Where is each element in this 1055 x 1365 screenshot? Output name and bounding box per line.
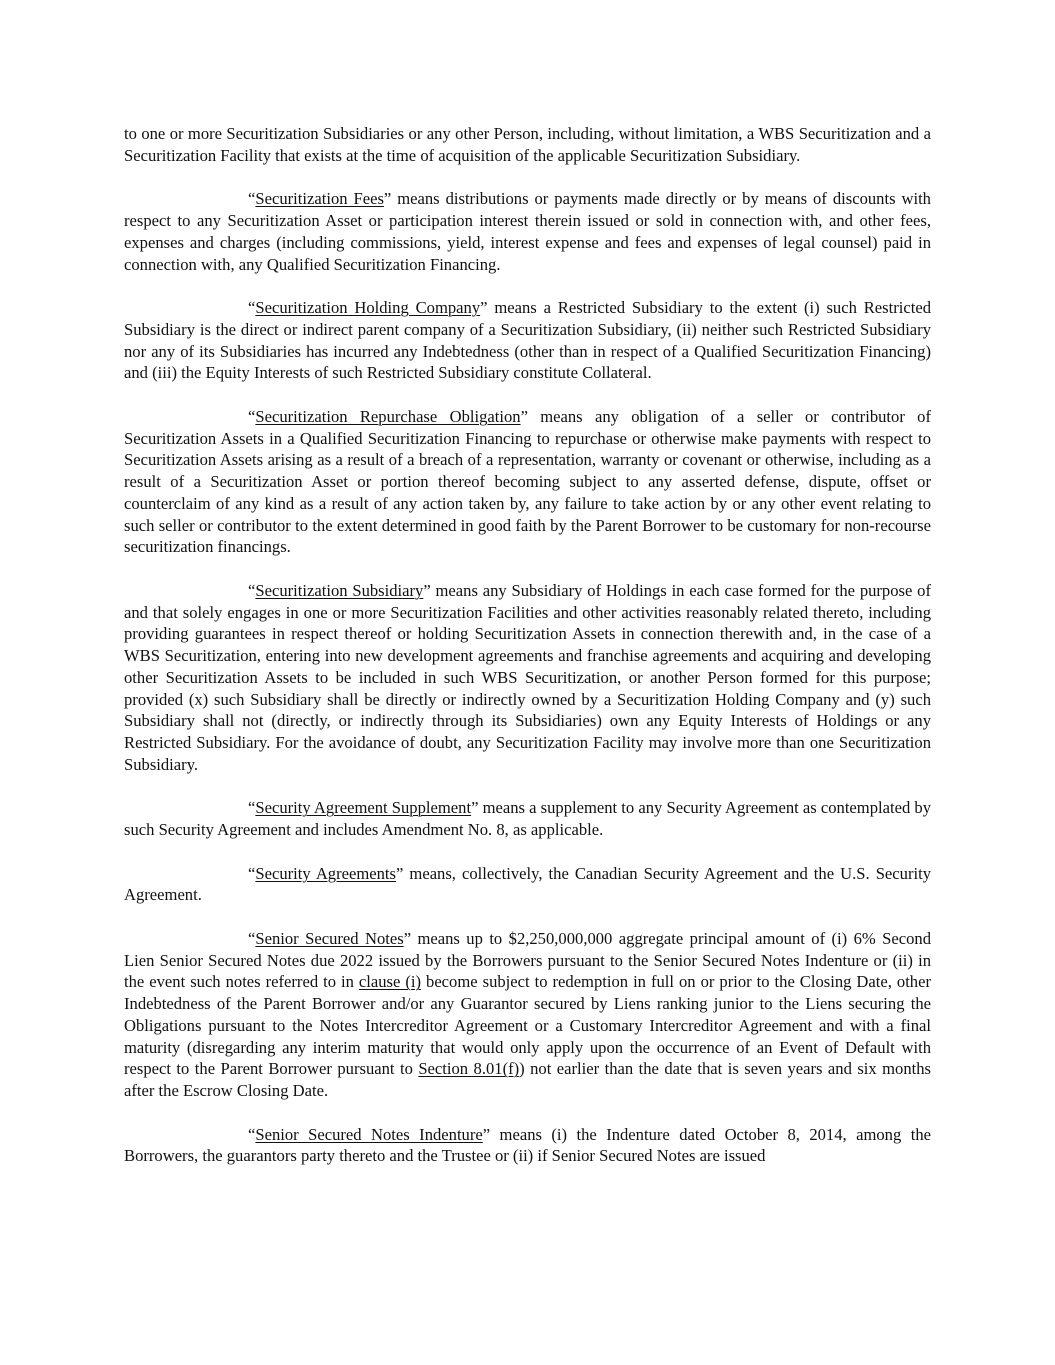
- defined-term: Securitization Subsidiary: [255, 580, 424, 600]
- text-segment: “: [248, 798, 256, 818]
- paragraph-continuation: [124, 123, 931, 167]
- definition-security-agreement-supplement: [124, 797, 931, 841]
- clause-reference: clause (i): [358, 972, 422, 992]
- text-segment: “: [248, 189, 256, 209]
- definition-securitization-subsidiary: [124, 580, 931, 776]
- definition-securitization-fees: [124, 188, 931, 275]
- text-segment: ” means (i) the Indenture dated October 8, 2014, among the Borrowers, the guarantors party thereto and the Trustee or (ii) if Senior Secured Notes are issued: [124, 1124, 931, 1166]
- defined-term: Senior Secured Notes Indenture: [255, 1124, 483, 1144]
- text-segment: “: [248, 928, 256, 948]
- text-segment: to one or more Securitization Subsidiaries or any other Person, including, without limitation, a WBS Securitization and a Securitization Facility that exists at the time of acquisition of the applicable Securitization Subsidiary.: [124, 124, 931, 165]
- text-segment: ” means a Restricted Subsidiary to the extent (i) such Restricted Subsidiary is the direct or indirect parent company of a Securitization Subsidiary, (ii) neither such Restricted Subsidiary nor any of its Subsidiaries has incurred any Indebtedness (other than in respect of a Qualified Securitization Financing) and (iii) the Equity Interests of such Restricted Subsidiary constitute Collateral.: [124, 298, 931, 383]
- text-segment: “: [248, 863, 256, 883]
- definition-security-agreements: [124, 863, 931, 907]
- definition-securitization-holding-company: [124, 297, 931, 384]
- defined-term: Security Agreements: [255, 863, 396, 883]
- text-segment: “: [248, 580, 256, 600]
- text-segment: ) not earlier than the date that is seven years and six months after the Escrow Closing Date.: [124, 1059, 931, 1100]
- defined-term: Securitization Holding Company: [255, 298, 481, 317]
- defined-term: Securitization Repurchase Obligation: [255, 406, 521, 426]
- text-segment: ” means any obligation of a seller or contributor of Securitization Assets in a Qualified Securitization Financing to repurchase or otherwise make payments with respect to Securitization Assets arising as a result of a breach of a representation, warranty or covenant or otherwise, including as a result of a Securitization Asset or portion thereof becoming subject to any asserted defense, dispute, offset or counterclaim of any kind as a result of any action taken by, any failure to take action by or any other event relating to such seller or contributor to the extent determined in good faith by the Parent Borrower to be customary for non-recourse securitization financings.: [124, 406, 931, 557]
- text-segment: ” means a supplement to any Security Agreement as contemplated by such Security Agreement and includes Amendment No. 8, as applicable.: [124, 798, 931, 839]
- defined-term: Securitization Fees: [255, 189, 384, 209]
- text-segment: “: [248, 1124, 256, 1144]
- text-segment: ” means up to $2,250,000,000 aggregate principal amount of (i) 6% Second Lien Senior Secured Notes due 2022 issued by the Borrowers pursuant to the Senior Secured Notes Indenture or (ii) in the event such notes referred to in: [124, 928, 931, 992]
- definition-securitization-repurchase-obligation: [124, 406, 931, 558]
- document-page: [124, 123, 931, 1167]
- text-segment: ” means distributions or payments made directly or by means of discounts with respect to any Securitization Asset or participation interest therein issued or sold in connection with, and other fees, expenses and charges (including commissions, yield, interest expense and fees and expenses of legal counsel) paid in connection with, any Qualified Securitization Financing.: [124, 189, 931, 274]
- text-segment: “: [248, 406, 256, 426]
- definition-senior-secured-notes: [124, 928, 931, 1102]
- text-segment: “: [248, 298, 256, 317]
- section-reference: Section 8.01(f): [418, 1059, 520, 1079]
- defined-term: Security Agreement Supplement: [255, 798, 472, 818]
- text-segment: ” means any Subsidiary of Holdings in each case formed for the purpose of and that solely engages in one or more Securitization Facilities and other activities reasonably related thereto, including providing guarantees in respect thereof or holding Securitization Assets in connection therewith and, in the case of a WBS Securitization, entering into new development agreements and franchise agreements and acquiring and developing other Securitization Assets to be included in such WBS Securitization, or another Person formed for this purpose; provided (x) such Subsidiary shall be directly or indirectly owned by a Securitization Holding Company and (y) such Subsidiary shall not (directly, or indirectly through its Subsidiaries) own any Equity Interests of Holdings or any Restricted Subsidiary. For the avoidance of doubt, any Securitization Facility may involve more than one Securitization Subsidiary.: [124, 580, 931, 774]
- definition-senior-secured-notes-indenture: [124, 1124, 931, 1168]
- text-segment: become subject to redemption in full on or prior to the Closing Date, other Indebtedness of the Parent Borrower and/or any Guarantor secured by Liens ranking junior to the Liens securing the Obligations pursuant to the Notes Intercreditor Agreement or a Customary Intercreditor Agreement and with a final maturity (disregarding any interim maturity that would only apply upon the occurrence of an Event of Default with respect to the Parent Borrower pursuant to: [124, 972, 931, 1079]
- text-segment: ” means, collectively, the Canadian Security Agreement and the U.S. Security Agreement.: [124, 863, 931, 905]
- defined-term: Senior Secured Notes: [255, 928, 404, 948]
